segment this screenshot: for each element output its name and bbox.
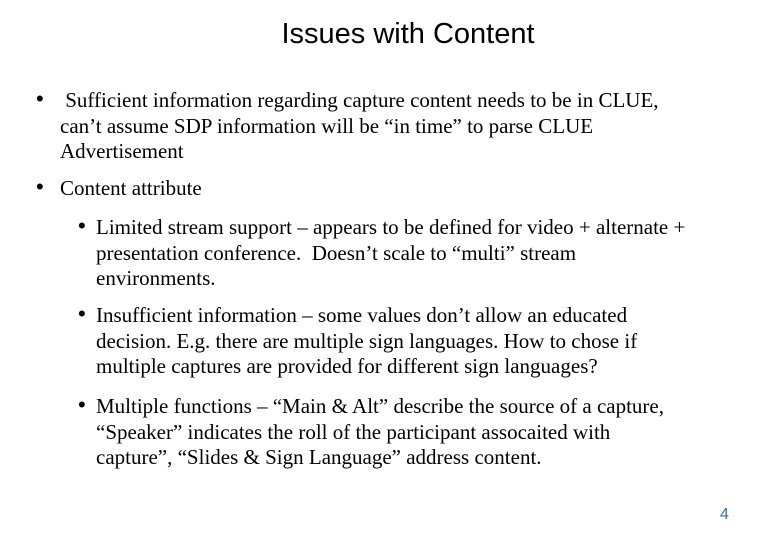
bullet-marker: • xyxy=(78,301,86,326)
bullet-line: Insufficient information – some values don’t allow an educated xyxy=(96,303,628,327)
bullet-text xyxy=(96,394,778,471)
bullet-marker: • xyxy=(36,86,44,111)
bullet-marker: • xyxy=(36,174,44,199)
page-number: 4 xyxy=(720,506,729,523)
bullet-item xyxy=(36,88,776,165)
bullet-line: Content attribute xyxy=(60,176,202,200)
bullet-text xyxy=(60,176,776,202)
bullet-line: capture”, “Slides & Sign Language” address content. xyxy=(96,445,542,469)
bullet-marker: • xyxy=(78,392,86,417)
subbullet-item xyxy=(78,215,778,292)
bullet-line: Multiple functions – “Main & Alt” describe the source of a capture, xyxy=(96,394,664,418)
bullet-line: can’t assume SDP information will be “in time” to parse CLUE xyxy=(60,113,594,138)
subbullet-item xyxy=(78,394,778,471)
bullet-line: presentation conference. Doesn’t scale to “multi” stream xyxy=(96,240,577,265)
bullet-item xyxy=(36,176,776,202)
bullet-line: “Speaker” indicates the roll of the participant assocaited with xyxy=(96,419,611,444)
bullet-marker: • xyxy=(78,213,86,238)
bullet-text xyxy=(96,215,778,292)
slide-title: Issues with Content xyxy=(281,18,535,50)
bullet-line: Limited stream support – appears to be defined for video + alternate + xyxy=(96,215,686,239)
bullet-text xyxy=(60,88,776,165)
bullet-line: environments. xyxy=(96,266,216,290)
bullet-text xyxy=(96,303,778,380)
bullet-line: Sufficient information regarding capture content needs to be in CLUE, xyxy=(60,88,659,112)
bullet-line: decision. E.g. there are multiple sign languages. How to chose if xyxy=(96,328,638,353)
subbullet-item xyxy=(78,303,778,380)
bullet-line: multiple captures are provided for different sign languages? xyxy=(96,354,598,378)
bullet-line: Advertisement xyxy=(60,139,184,163)
